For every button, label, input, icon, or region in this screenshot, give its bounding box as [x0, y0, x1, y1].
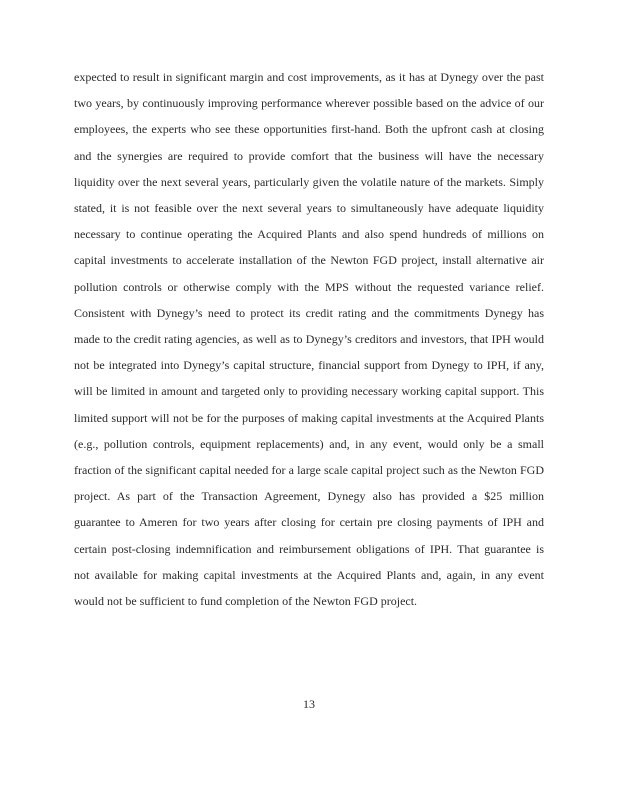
paragraph-line: pollution controls or otherwise comply with the MPS without the requested variance relief. — [74, 279, 544, 294]
paragraph-line: fraction of the significant capital needed for a large scale capital project such as the Newton FGD — [74, 463, 544, 478]
paragraph-line: capital investments to accelerate installation of the Newton FGD project, install alternative air — [74, 253, 544, 268]
paragraph-line: not available for making capital investments at the Acquired Plants and, again, in any event — [74, 567, 544, 582]
paragraph-line: employees, the experts who see these opportunities first-hand. Both the upfront cash at closing — [74, 122, 544, 137]
paragraph-line: Consistent with Dynegy’s need to protect its credit rating and the commitments Dynegy has — [74, 305, 544, 320]
page-number: 13 — [303, 697, 315, 711]
paragraph-line: would not be sufficient to fund completion of the Newton FGD project. — [74, 594, 418, 609]
paragraph-line: made to the credit rating agencies, as well as to Dynegy’s creditors and investors, that IPH would — [74, 332, 544, 347]
paragraph-line: limited support will not be for the purposes of making capital investments at the Acquired Plants — [74, 410, 544, 425]
paragraph-line: project. As part of the Transaction Agreement, Dynegy also has provided a $25 million — [74, 489, 544, 504]
paragraph-line: liquidity over the next several years, particularly given the volatile nature of the markets. Simply — [74, 174, 544, 189]
paragraph-line: (e.g., pollution controls, equipment replacements) and, in any event, would only be a small — [74, 436, 544, 451]
paragraph-line: and the synergies are required to provide comfort that the business will have the necessary — [74, 148, 544, 163]
paragraph-line: guarantee to Ameren for two years after closing for certain pre closing payments of IPH and — [74, 515, 544, 530]
body-paragraph — [74, 64, 544, 614]
paragraph-line: necessary to continue operating the Acquired Plants and also spend hundreds of millions on — [74, 227, 544, 242]
paragraph-line: expected to result in significant margin and cost improvements, as it has at Dynegy over the past — [74, 70, 544, 84]
paragraph-line: not be integrated into Dynegy’s capital structure, financial support from Dynegy to IPH, if any, — [74, 358, 544, 373]
paragraph-line: stated, it is not feasible over the next several years to simultaneously have adequate liquidity — [74, 201, 544, 216]
paragraph-line: certain post-closing indemnification and reimbursement obligations of IPH. That guarantee is — [74, 541, 544, 556]
paragraph-line: two years, by continuously improving performance wherever possible based on the advice of our — [74, 96, 544, 111]
paragraph-line: will be limited in amount and targeted only to providing necessary working capital support. This — [74, 384, 544, 399]
